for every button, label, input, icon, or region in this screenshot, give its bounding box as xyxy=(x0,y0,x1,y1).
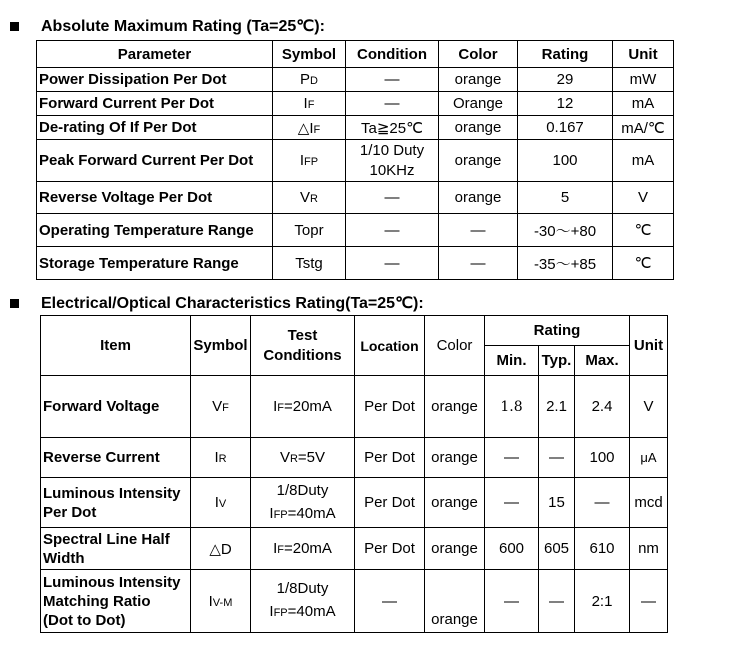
unit-cell: mcd xyxy=(630,478,668,528)
item-cell: Forward Voltage xyxy=(41,376,191,438)
unit-cell: ℃ xyxy=(613,214,674,247)
condition-cell: Ta≧25℃ xyxy=(346,116,439,140)
table-row xyxy=(37,140,674,182)
symbol-cell: VR xyxy=(273,182,346,214)
condition-cell: 1/8Duty IFP=40mA xyxy=(251,570,355,633)
color-cell: orange xyxy=(425,478,485,528)
table-row xyxy=(41,528,668,570)
table-row xyxy=(41,478,668,528)
header-color: Color xyxy=(439,41,518,68)
symbol-cell: Tstg xyxy=(273,247,346,280)
item-cell: Luminous Intensity Matching Ratio (Dot to Dot) xyxy=(41,570,191,633)
header-symbol: Symbol xyxy=(273,41,346,68)
header-max: Max. xyxy=(575,346,630,376)
symbol-cell: PD xyxy=(273,68,346,92)
param-cell: Forward Current Per Dot xyxy=(37,92,273,116)
condition-cell: — xyxy=(346,182,439,214)
color-cell: orange xyxy=(425,438,485,478)
typ-cell: 2.1 xyxy=(539,376,575,438)
typ-cell: 15 xyxy=(539,478,575,528)
location-cell: Per Dot xyxy=(355,478,425,528)
rating-cell: 100 xyxy=(518,140,613,182)
color-cell: Orange xyxy=(439,92,518,116)
color-cell: — xyxy=(439,214,518,247)
condition-cell: 1/8Duty IFP=40mA xyxy=(251,478,355,528)
param-cell: Power Dissipation Per Dot xyxy=(37,68,273,92)
header-condition: Condition xyxy=(346,41,439,68)
table-header-row xyxy=(41,316,668,346)
symbol-cell: IF xyxy=(273,92,346,116)
unit-cell: V xyxy=(630,376,668,438)
table-header-row xyxy=(37,41,674,68)
table-row xyxy=(41,438,668,478)
min-cell: 1.8 xyxy=(485,376,539,438)
color-cell: orange xyxy=(439,140,518,182)
param-cell: Storage Temperature Range xyxy=(37,247,273,280)
table-row xyxy=(37,247,674,280)
location-cell: — xyxy=(355,570,425,633)
table-row xyxy=(37,92,674,116)
unit-cell: nm xyxy=(630,528,668,570)
unit-cell: mA/℃ xyxy=(613,116,674,140)
unit-cell: V xyxy=(613,182,674,214)
table-row xyxy=(41,376,668,438)
min-cell: — xyxy=(485,570,539,633)
max-cell: 610 xyxy=(575,528,630,570)
table-row xyxy=(37,182,674,214)
symbol-cell: Topr xyxy=(273,214,346,247)
item-cell: Spectral Line Half Width xyxy=(41,528,191,570)
header-symbol: Symbol xyxy=(191,316,251,376)
symbol-cell: IV-M xyxy=(191,570,251,633)
color-cell: orange xyxy=(439,68,518,92)
header-location: Location xyxy=(355,316,425,376)
min-cell: — xyxy=(485,438,539,478)
table-row xyxy=(37,68,674,92)
typ-cell: — xyxy=(539,570,575,633)
symbol-cell: △IF xyxy=(273,116,346,140)
item-cell: Luminous Intensity Per Dot xyxy=(41,478,191,528)
header-min: Min. xyxy=(485,346,539,376)
location-cell: Per Dot xyxy=(355,528,425,570)
header-unit: Unit xyxy=(630,316,668,376)
symbol-cell: IR xyxy=(191,438,251,478)
location-cell: Per Dot xyxy=(355,438,425,478)
min-cell: 600 xyxy=(485,528,539,570)
section2-title: Electrical/Optical Characteristics Rating(Ta=25℃): xyxy=(10,293,424,313)
rating-cell: 12 xyxy=(518,92,613,116)
max-cell: — xyxy=(575,478,630,528)
square-bullet-icon xyxy=(10,299,19,308)
rating-cell: -35～+85 xyxy=(518,247,613,280)
header-color: Color xyxy=(425,316,485,376)
location-cell: Per Dot xyxy=(355,376,425,438)
color-cell: orange xyxy=(425,528,485,570)
max-cell: 2.4 xyxy=(575,376,630,438)
unit-cell: μA xyxy=(630,438,668,478)
condition-cell: VR=5V xyxy=(251,438,355,478)
condition-cell: — xyxy=(346,68,439,92)
unit-cell: ℃ xyxy=(613,247,674,280)
unit-cell: mA xyxy=(613,92,674,116)
color-cell: orange xyxy=(425,376,485,438)
rating-cell: 0.167 xyxy=(518,116,613,140)
symbol-cell: VF xyxy=(191,376,251,438)
unit-cell: mW xyxy=(613,68,674,92)
color-cell: orange xyxy=(439,182,518,214)
color-cell: — xyxy=(439,247,518,280)
table-row xyxy=(41,570,668,633)
rating-cell: 5 xyxy=(518,182,613,214)
electrical-optical-table xyxy=(40,315,668,633)
item-cell: Reverse Current xyxy=(41,438,191,478)
condition-cell: — xyxy=(346,92,439,116)
symbol-cell: IFP xyxy=(273,140,346,182)
condition-cell: 1/10 Duty 10KHz xyxy=(346,140,439,182)
table-row xyxy=(37,214,674,247)
condition-cell: — xyxy=(346,214,439,247)
param-cell: De-rating Of If Per Dot xyxy=(37,116,273,140)
condition-cell: IF=20mA xyxy=(251,528,355,570)
typ-cell: 605 xyxy=(539,528,575,570)
condition-cell: IF=20mA xyxy=(251,376,355,438)
typ-cell: — xyxy=(539,438,575,478)
color-cell: orange xyxy=(425,570,485,633)
condition-cell: — xyxy=(346,247,439,280)
unit-cell: — xyxy=(630,570,668,633)
header-item: Item xyxy=(41,316,191,376)
header-rating: Rating xyxy=(518,41,613,68)
rating-cell: 29 xyxy=(518,68,613,92)
rating-cell: -30～+80 xyxy=(518,214,613,247)
unit-cell: mA xyxy=(613,140,674,182)
color-cell: orange xyxy=(439,116,518,140)
header-parameter: Parameter xyxy=(37,41,273,68)
square-bullet-icon xyxy=(10,22,19,31)
param-cell: Operating Temperature Range xyxy=(37,214,273,247)
max-cell: 100 xyxy=(575,438,630,478)
header-unit: Unit xyxy=(613,41,674,68)
header-test-conditions: Test Conditions xyxy=(251,316,355,376)
param-cell: Reverse Voltage Per Dot xyxy=(37,182,273,214)
header-typ: Typ. xyxy=(539,346,575,376)
symbol-cell: IV xyxy=(191,478,251,528)
table-row xyxy=(37,116,674,140)
header-rating: Rating xyxy=(485,316,630,346)
symbol-cell: △D xyxy=(191,528,251,570)
absolute-max-rating-table xyxy=(36,40,674,280)
section1-title: Absolute Maximum Rating (Ta=25℃): xyxy=(10,16,325,36)
min-cell: — xyxy=(485,478,539,528)
param-cell: Peak Forward Current Per Dot xyxy=(37,140,273,182)
max-cell: 2:1 xyxy=(575,570,630,633)
